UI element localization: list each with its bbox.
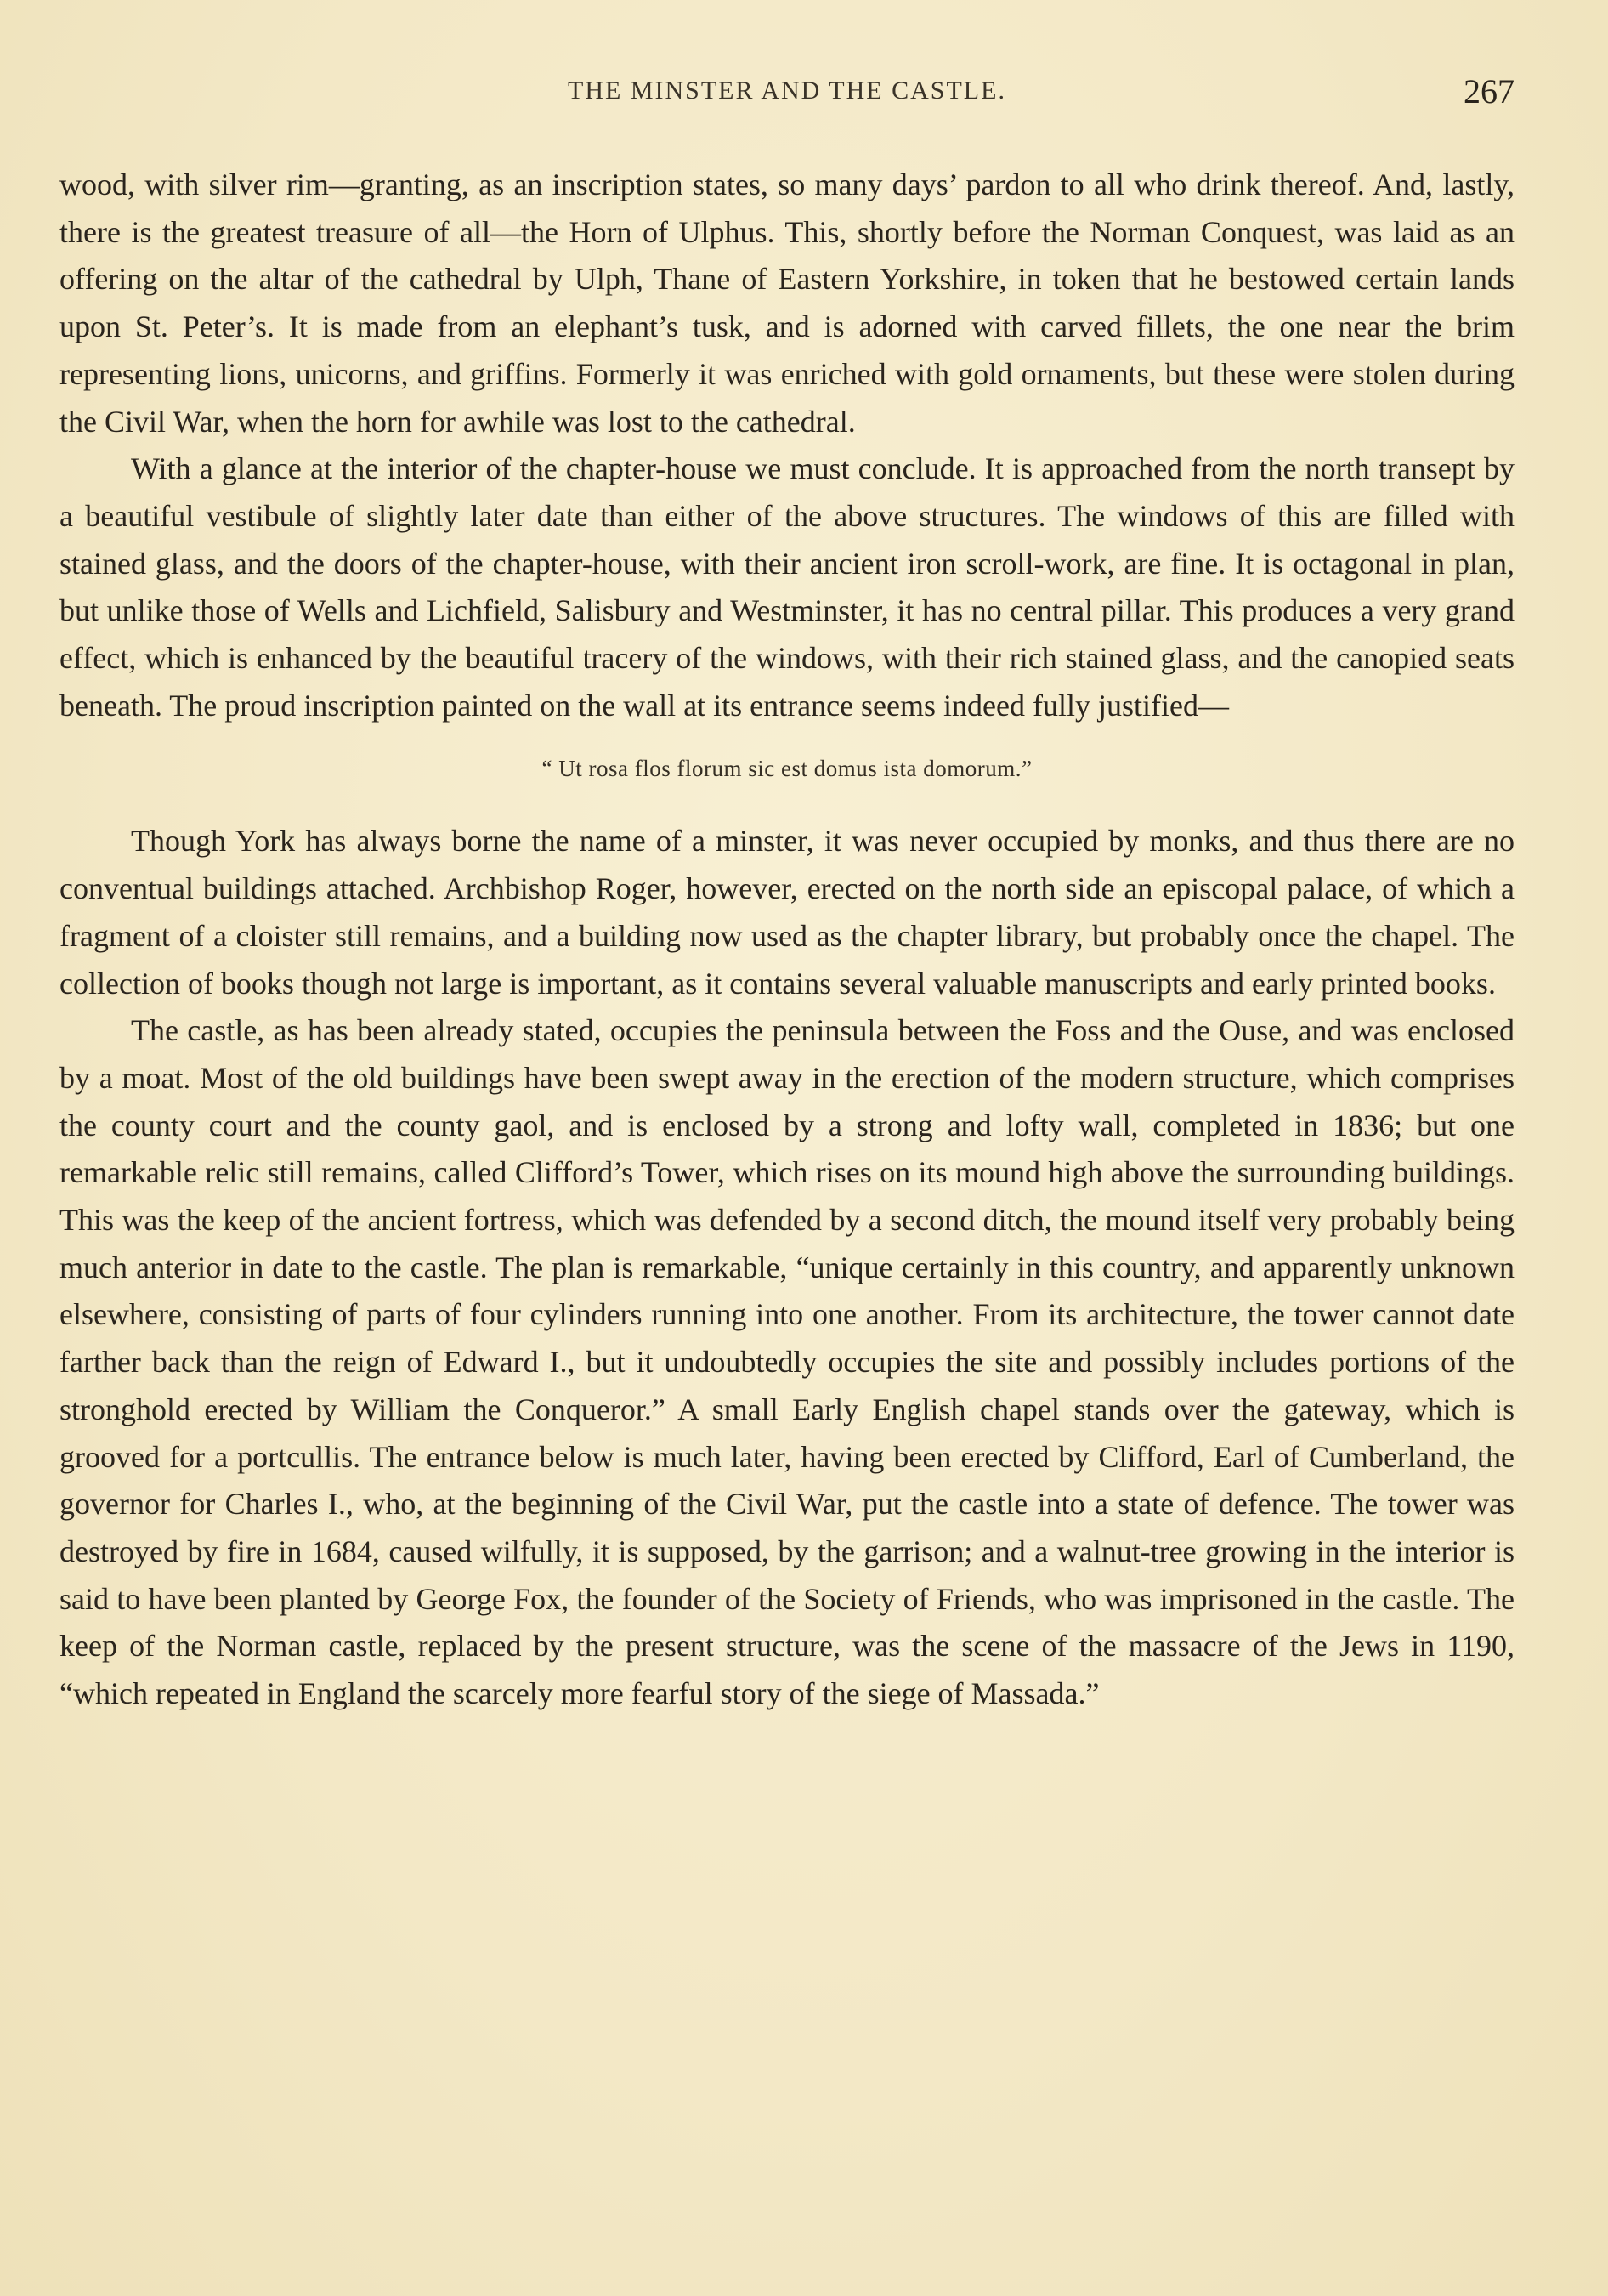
body-text [59, 162, 1515, 1718]
page-number: 267 [1464, 72, 1515, 111]
paragraph-chapter-house: With a glance at the interior of the chapter-house we must conclude. It is approached from the north transept by a beautiful vestibule of slightly later date than either of the above structures. The windows of this are filled with stained glass, and the doors of the chapter-house, with their ancient iron scroll-work, are fine. It is octagonal in plan, but unlike those of Wells and Lichfield, Salisbury and Westminster, it has no central pillar. This produces a very grand effect, which is enhanced by the beautiful tracery of the windows, with their rich stained glass, and the canopied seats beneath. The proud inscription painted on the wall at its entrance seems indeed fully justified— [59, 451, 1515, 723]
latin-inscription-quote: “ Ut rosa flos florum sic est domus ista domorum.” [541, 756, 1033, 782]
running-title: THE MINSTER AND THE CASTLE. [568, 77, 1006, 105]
paragraph-chapter-library: Though York has always borne the name of a minster, it was never occupied by monks, and thus there are no conventual buildings attached. Archbishop Roger, however, erected on the north side an episcopal palace, of which a fragment of a cloister still remains, and a building now used as the chapter library, but probably once the chapel. The collection of books though not large is important, as it contains several valuable manuscripts and early printed books. [59, 824, 1515, 1001]
paragraph-horn-of-ulphus: wood, with silver rim—granting, as an inscription states, so many days’ pardon to all who drink thereof. And, lastly, there is the greatest treasure of all—the Horn of Ulphus. This, shortly before the Norman Conquest, was laid as an offering on the altar of the cathedral by Ulph, Thane of Eastern Yorkshire, in token that he bestowed certain lands upon St. Peter’s. It is made from an elephant’s tusk, and is adorned with carved fillets, the one near the brim representing lions, unicorns, and griffins. Formerly it was enriched with gold ornaments, but these were stolen during the Civil War, when the horn for awhile was lost to the cathedral. [59, 167, 1515, 439]
running-head [59, 72, 1515, 119]
paragraph-castle: The castle, as has been already stated, occupies the peninsula between the Foss and the Ouse, and was enclosed by a moat. Most of the old buildings have been swept away in the erection of the modern structure, which comprises the county court and the county gaol, and is enclosed by a strong and lofty wall, completed in 1836; but one remarkable relic still remains, called Clifford’s Tower, which rises on its mound high above the surrounding buildings. This was the keep of the ancient fortress, which was defended by a second ditch, the mound itself very probably being much anterior in date to the castle. The plan is remarkable, “unique certainly in this country, and apparently unknown elsewhere, consisting of parts of four cylinders running into one another. From its architecture, the tower cannot date farther back than the reign of Edward I., but it undoubtedly occupies the site and possibly includes portions of the stronghold erected by William the Conqueror.” A small Early English chapel stands over the gateway, which is grooved for a portcullis. The entrance below is much later, having been erected by Clifford, Earl of Cumberland, the governor for Charles I., who, at the beginning of the Civil War, put the castle into a state of defence. The tower was destroyed by fire in 1684, caused wilfully, it is supposed, by the garrison; and a walnut-tree growing in the interior is said to have been planted by George Fox, the founder of the Society of Friends, who was imprisoned in the castle. The keep of the Norman castle, replaced by the present structure, was the scene of the massacre of the Jews in 1190, “which repeated in England the scarcely more fearful story of the siege of Massada.” [59, 1013, 1515, 1711]
